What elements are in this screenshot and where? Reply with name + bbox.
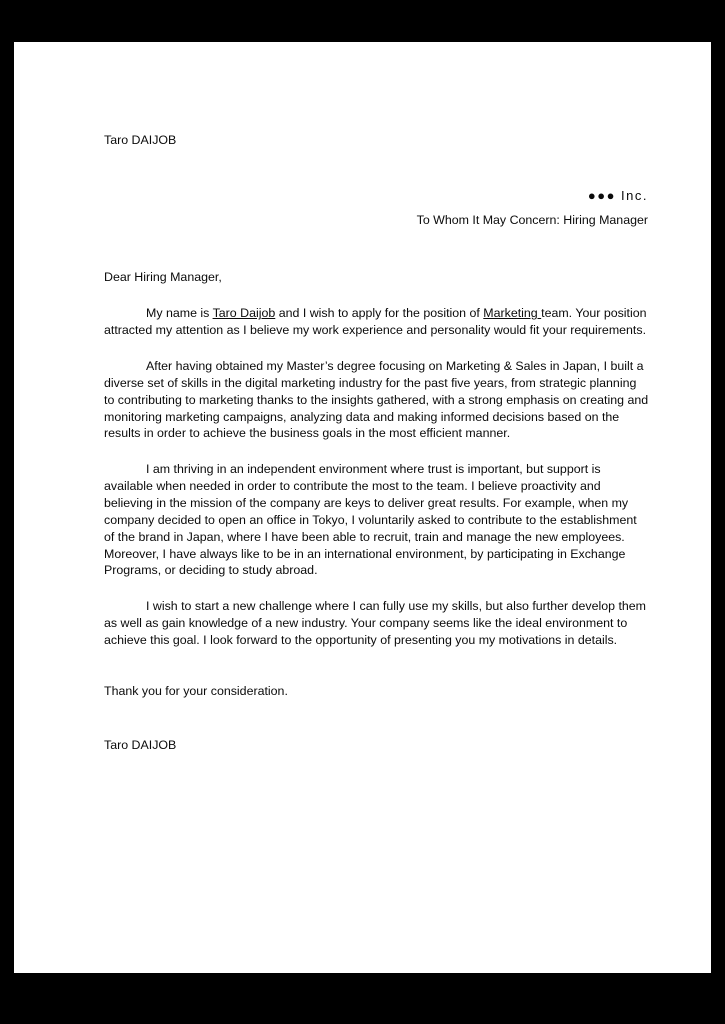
applicant-name-underlined: Taro Daijob [212,306,276,321]
recipient-attention-line: To Whom It May Concern: Hiring Manager [416,212,648,227]
intro-tail: team. Your position attracted my attention as I believe my work experience and personality would fit your requirements. [104,306,647,338]
experience-text: After having obtained my Master’s degree focusing on Marketing & Sales in Japan, I built a diverse set of skills in the digital marketing industry for the past five years, from strategic planning to contributing to marketing thanks to the insights gathered, with a strong emphasis on creating and monitoring marketing campaigns, analyzing data and making informed decisions based on the results in order to achieve the business goals in the most efficient manner. [104,358,649,441]
sender-name-header: Taro DAIJOB [104,133,177,147]
position-underlined: Marketing [483,306,542,321]
paragraph-motivation [104,598,650,649]
closing-line: Thank you for your consideration. [104,683,288,698]
paragraph-working-style [104,461,650,579]
recipient-block [90,187,650,229]
motivation-text: I wish to start a new challenge where I can fully use my skills, but also further develop them as well as gain knowledge of a new industry. Your company seems like the ideal environment to achieve this goal. I look forward to the opportunity of presenting you my motivations in details. [104,599,646,647]
salutation: Dear Hiring Manager, [104,270,222,285]
cover-letter-body [90,132,650,754]
intro-mid: and I wish to apply for the position of [275,306,484,321]
working-style-text: I am thriving in an independent environment where trust is important, but support is available when needed in order to contribute the most to the team. I believe proactivity and believing in the mission of the company are keys to deliver great results. For example, when my company decided to open an office in Tokyo, I voluntarily asked to contribute to the establishment of the brand in Japan, where I have been able to recruit, train and manage the new employees. Moreover, I have always like to be in an international environment, by participating in Exchange Programs, or deciding to study abroad. [104,462,637,578]
document-page [14,42,711,973]
paragraph-experience [104,358,650,442]
signature-name: Taro DAIJOB [104,737,177,752]
intro-lead: My name is [146,306,213,321]
paragraph-intro [104,305,650,339]
recipient-company: ●●● Inc. [587,187,648,203]
